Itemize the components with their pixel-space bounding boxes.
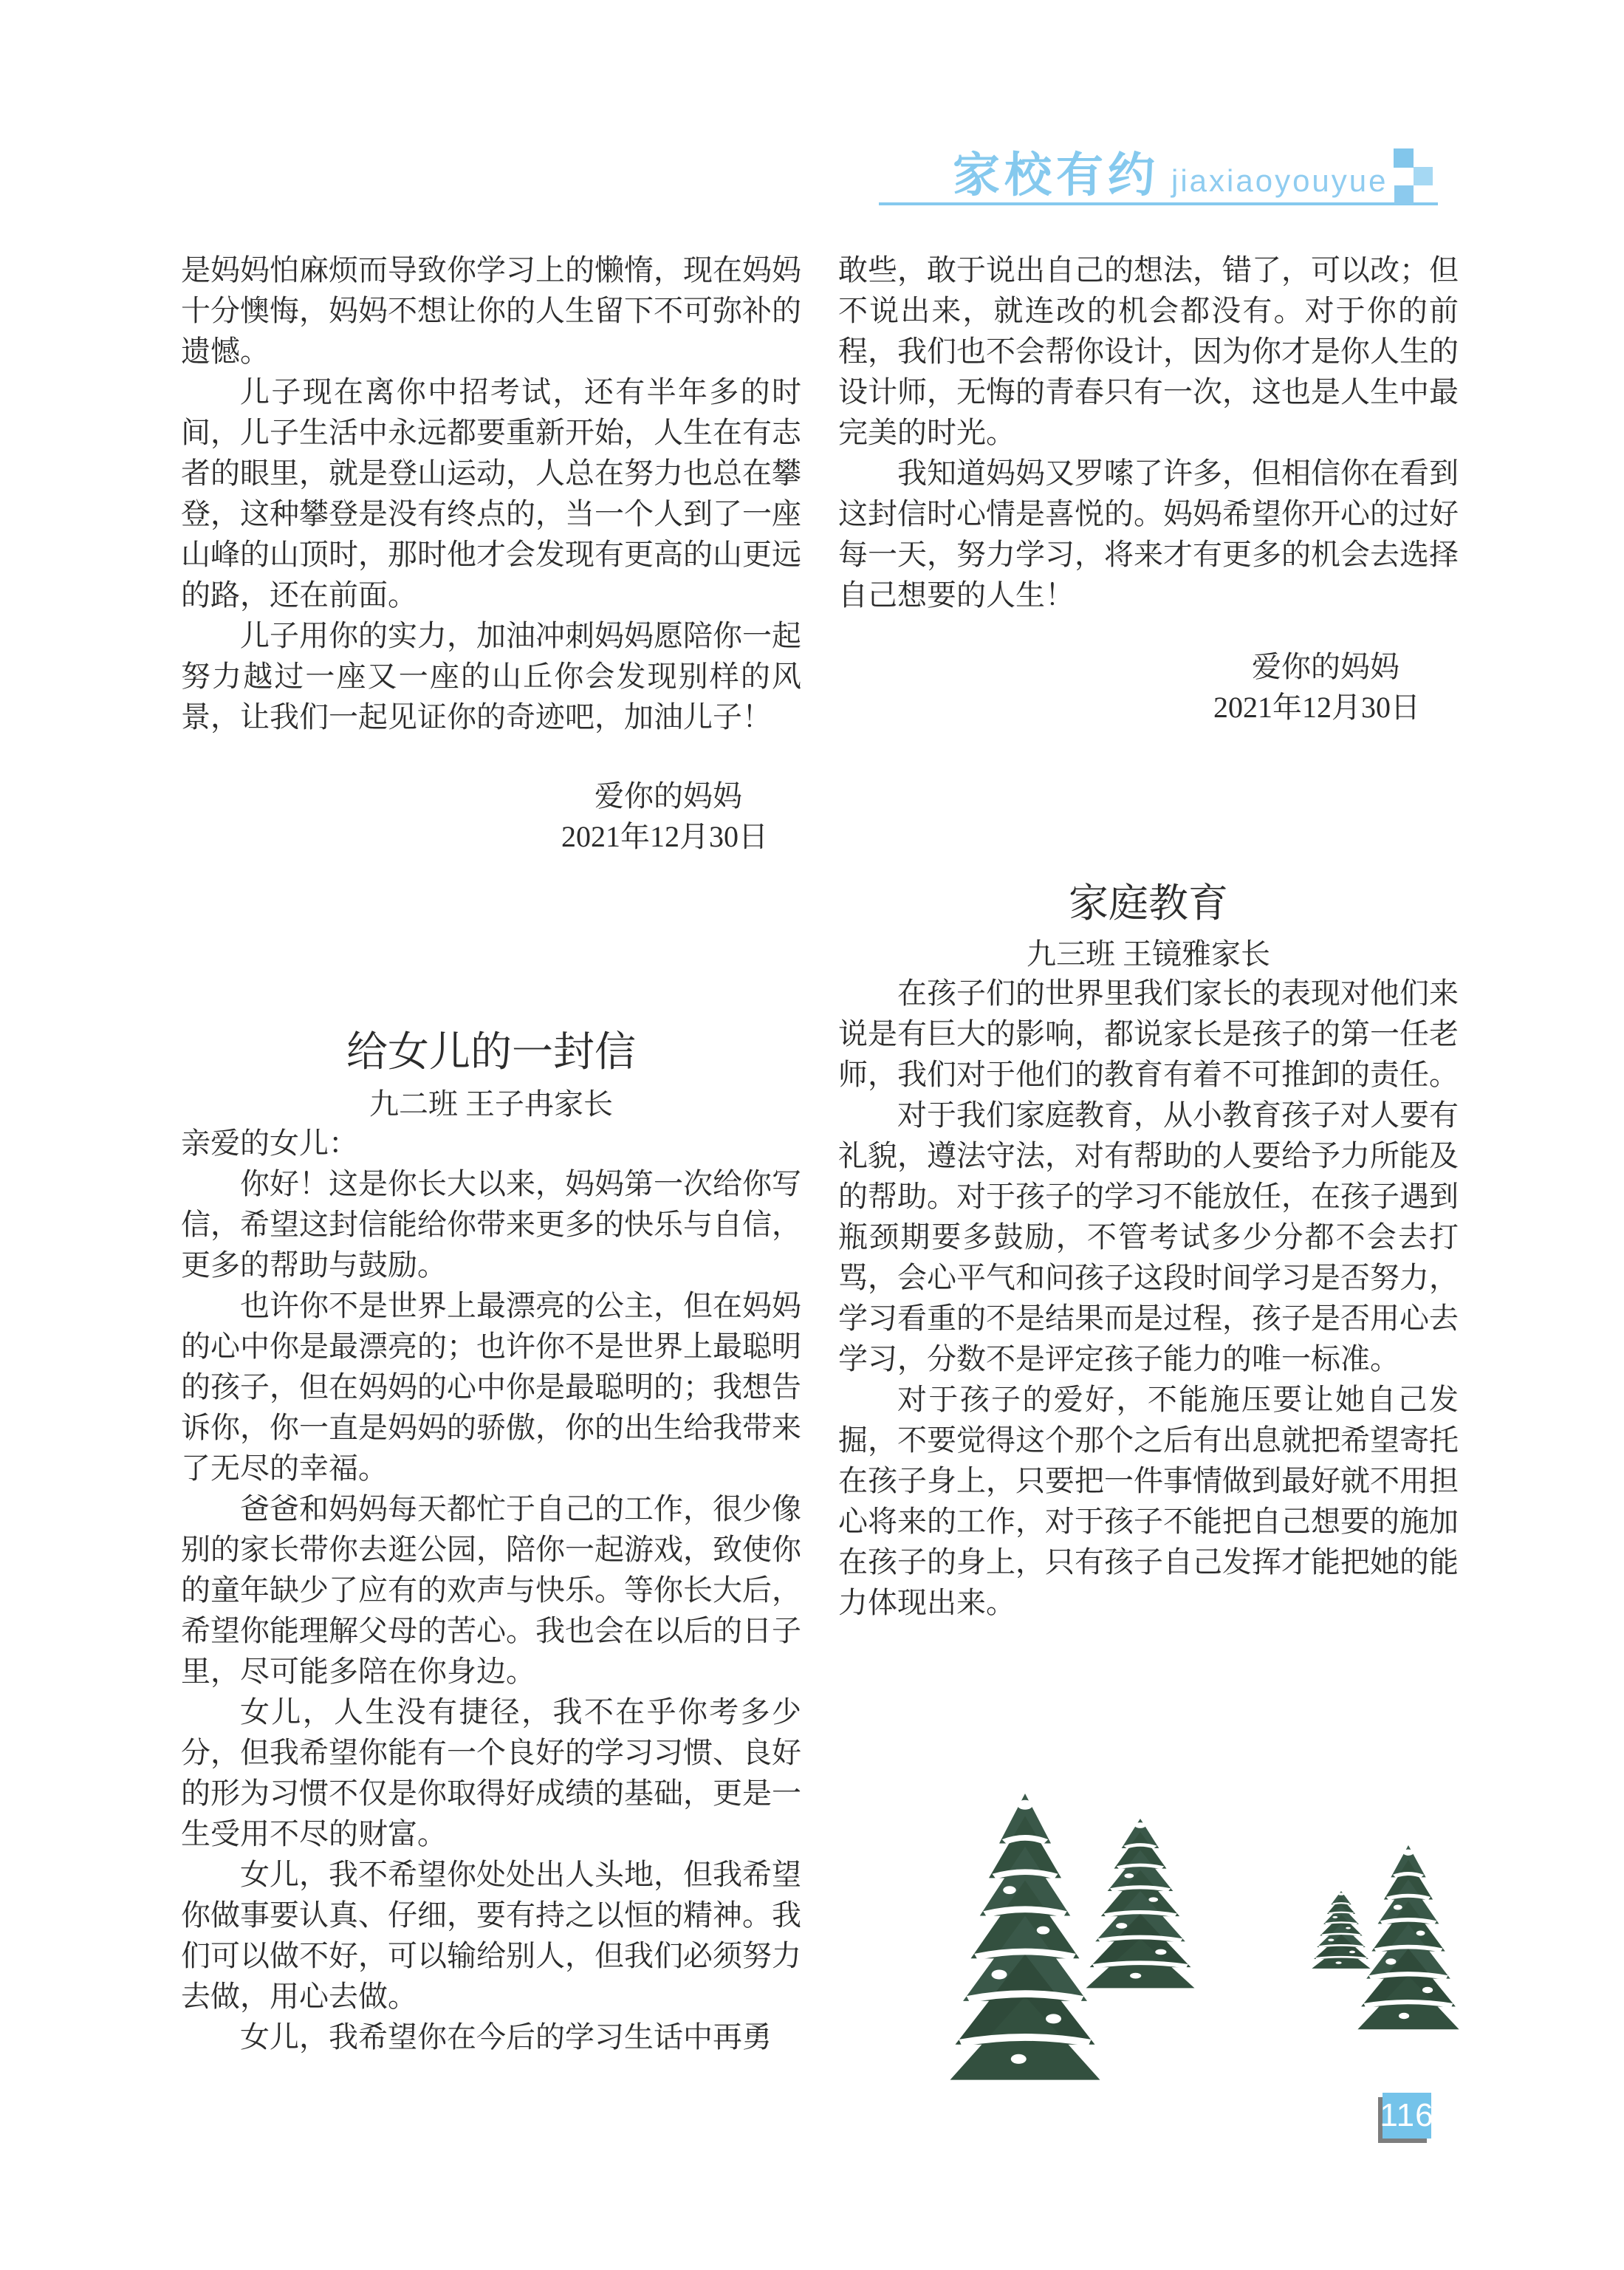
letter-paragraph: 也许你不是世界上最漂亮的公主，但在妈妈的心中你是最漂亮的；也许你不是世界上最聪明的孩子，但在妈妈的心中你是最聪明的；我想告诉你，你一直是妈妈的骄傲，你的出生给我带来了无尽的幸福。 <box>181 1289 801 1485</box>
letter-paragraph: 女儿，我希望你在今后的学习生话中再勇 <box>240 2020 772 2054</box>
snowy-pine-tree <box>948 1794 1103 2083</box>
signature: 爱你的妈妈 <box>1252 650 1399 683</box>
letter-paragraph: 儿子用你的实力，加油冲刺妈妈愿陪你一起努力越过一座又一座的山丘你会发现别样的风景，让我们一起见证你的奇迹吧，加油儿子！ <box>181 619 801 734</box>
essay-title: 家庭教育 <box>1069 881 1228 926</box>
right-column <box>838 250 1459 1623</box>
signature: 爱你的妈妈 <box>595 779 742 813</box>
section-masthead <box>879 137 1440 205</box>
masthead-underline <box>879 202 1438 205</box>
essay-paragraph: 对于我们家庭教育，从小教育孩子对人要有礼貌，遵法守法，对有帮助的人要给予力所能及的帮助。对于孩子的学习不能放任，在孩子遇到瓶颈期要多鼓励，不管考试多少分都不会去打骂，会心平气和问孩子这段时间学习是否努力，学习看重的不是结果而是过程，孩子是否用心去学习，分数不是评定孩子能力的唯一标准。 <box>838 1098 1459 1375</box>
letter-paragraph: 是妈妈怕麻烦而导致你学习上的懒惰，现在妈妈十分懊悔，妈妈不想让你的人生留下不可弥补的遗憾。 <box>181 253 801 368</box>
letter-byline: 九二班 王子冉家长 <box>369 1087 613 1121</box>
signature-date: 2021年12月30日 <box>561 820 768 853</box>
letter-paragraph: 敢些，敢于说出自己的想法，错了，可以改；但不说出来，就连改的机会都没有。对于你的前程，我们也不会帮你设计，因为你才是你人生的设计师，无悔的青春只有一次，这也是人生中最完美的时光。 <box>838 253 1459 449</box>
masthead-title: 家校有约 <box>953 148 1159 202</box>
salutation: 亲爱的女儿： <box>181 1127 358 1160</box>
essay-paragraph: 在孩子们的世界里我们家长的表现对他们来说是有巨大的影响，都说家长是孩子的第一任老师，我们对于他们的教育有着不可推卸的责任。 <box>838 977 1459 1091</box>
signature-date: 2021年12月30日 <box>1213 691 1420 724</box>
letter-title: 给女儿的一封信 <box>346 1030 636 1076</box>
letter-paragraph: 你好！这是你长大以来，妈妈第一次给你写信，希望这封信能给你带来更多的快乐与自信，更多的帮助与鼓励。 <box>181 1167 801 1282</box>
left-column <box>181 250 801 2057</box>
page-number-badge: 116 <box>1383 2093 1431 2139</box>
masthead-square-icon <box>1394 185 1414 205</box>
letter-paragraph: 女儿，我不希望你处处出人头地，但我希望你做事要认真、仔细，要有持之以恒的精神。我们可以做不好，可以输给别人，但我们必须努力去做，用心去做。 <box>181 1858 801 2013</box>
snowy-pine-tree <box>1356 1845 1461 2031</box>
letter-paragraph: 儿子现在离你中招考试，还有半年多的时间，儿子生活中永远都要重新开始，人生在有志者的眼里，就是登山运动，人总在努力也总在攀登，这种攀登是没有终点的，当一个人到了一座山峰的山顶时，那时他才会发现有更高的山更远的路，还在前面。 <box>181 375 801 612</box>
essay-byline: 九三班 王镜雅家长 <box>1027 937 1270 971</box>
letter-paragraph: 我知道妈妈又罗嗦了许多，但相信你在看到这封信时心情是喜悦的。妈妈希望你开心的过好每一天，努力学习，将来才有更多的机会去选择自己想要的人生！ <box>838 457 1459 612</box>
masthead-square-icon <box>1394 148 1414 168</box>
letter-paragraph: 女儿，人生没有捷径，我不在乎你考多少分，但我希望你能有一个良好的学习习惯、良好的形为习惯不仅是你取得好成绩的基础，更是一生受用不尽的财富。 <box>181 1695 801 1850</box>
letter-paragraph: 爸爸和妈妈每天都忙于自己的工作，很少像别的家长带你去逛公园，陪你一起游戏，致使你的童年缺少了应有的欢声与快乐。等你长大后，希望你能理解父母的苦心。我也会在以后的日子里，尽可能多陪在你身边。 <box>181 1492 801 1688</box>
snowy-pine-tree <box>1084 1819 1196 1990</box>
essay-paragraph: 对于孩子的爱好，不能施压要让她自己发掘，不要觉得这个那个之后有出息就把希望寄托在孩子身上，只要把一件事情做到最好就不用担心将来的工作，对于孩子不能把自己想要的施加在孩子的身上，只有孩子自己发挥才能把她的能力体现出来。 <box>838 1383 1459 1619</box>
masthead-square-icon <box>1414 167 1433 185</box>
masthead-pinyin: jiaxiaoyouyue <box>1171 163 1388 198</box>
